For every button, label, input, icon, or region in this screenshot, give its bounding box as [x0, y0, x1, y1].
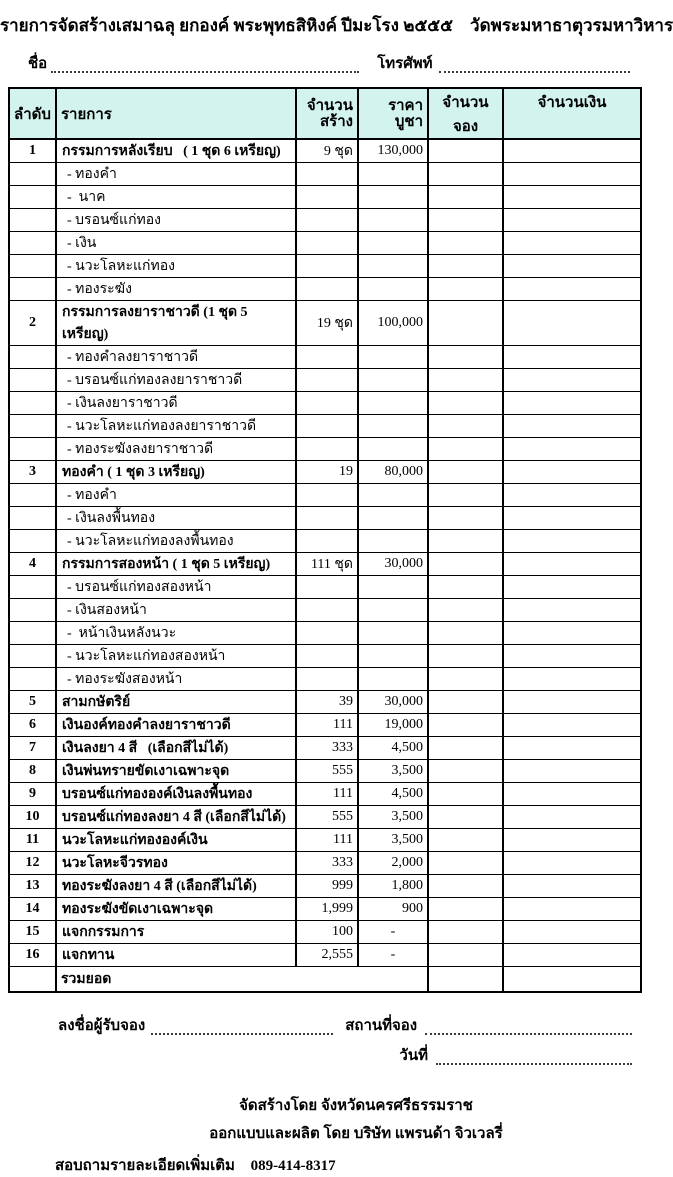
cell-qty [296, 576, 358, 599]
cell-item: นวะโลหะแก่ทององค์เงิน [56, 829, 296, 852]
cell-price: - [358, 944, 428, 967]
cell-amount [503, 668, 641, 691]
cell-total-label: รวมยอด [56, 967, 428, 992]
sub-item-row [9, 278, 641, 301]
cell-price [358, 484, 428, 507]
cell-item: - เงิน [56, 232, 296, 255]
cell-price [358, 255, 428, 278]
cell-qty: 555 [296, 760, 358, 783]
cell-amount [503, 691, 641, 714]
item-row [9, 829, 641, 852]
cell-reserve-qty [428, 209, 503, 232]
header-amount: จำนวนเงิน [503, 88, 641, 139]
item-row [9, 553, 641, 576]
cell-price [358, 599, 428, 622]
item-row [9, 898, 641, 921]
cell-qty [296, 186, 358, 209]
header-qty-line2: สร้าง [320, 113, 353, 130]
cell-price: 4,500 [358, 783, 428, 806]
cell-amount [503, 484, 641, 507]
cell-price [358, 209, 428, 232]
cell-item: - ทองระฆัง [56, 278, 296, 301]
cell-no: 7 [9, 737, 56, 760]
cell-item: - นาค [56, 186, 296, 209]
cell-amount [503, 783, 641, 806]
sub-item-row [9, 599, 641, 622]
cell-amount [503, 760, 641, 783]
cell-amount [503, 875, 641, 898]
cell-amount [503, 301, 641, 346]
cell-item: กรรมการลงยาราชาวดี (1 ชุด 5 เหรียญ) [56, 301, 296, 346]
cell-item: - เงินลงยาราชาวดี [56, 392, 296, 415]
contact-phone: 089-414-8317 [250, 1157, 336, 1174]
cell-price: 900 [358, 898, 428, 921]
cell-qty [296, 622, 358, 645]
cell-item: สามกษัตริย์ [56, 691, 296, 714]
cell-no: 15 [9, 921, 56, 944]
cell-price: 3,500 [358, 806, 428, 829]
cell-reserve-qty [428, 760, 503, 783]
signature-line [58, 1013, 632, 1037]
cell-item: กรรมการสองหน้า ( 1 ชุด 5 เหรียญ) [56, 553, 296, 576]
cell-amount [503, 829, 641, 852]
cell-qty [296, 438, 358, 461]
header-qty-line1: จำนวน [306, 97, 353, 114]
sub-item-row [9, 209, 641, 232]
cell-no [9, 530, 56, 553]
cell-no: 4 [9, 553, 56, 576]
cell-price [358, 278, 428, 301]
cell-reserve-qty [428, 139, 503, 163]
sub-item-row [9, 438, 641, 461]
cell-qty [296, 278, 358, 301]
cell-reserve-qty [428, 163, 503, 186]
cell-reserve-qty [428, 921, 503, 944]
cell-amount [503, 507, 641, 530]
phone-blank-line [439, 61, 630, 73]
cell-item: - นวะโลหะแก่ทอง [56, 255, 296, 278]
cell-reserve-qty [428, 369, 503, 392]
cell-qty: 1,999 [296, 898, 358, 921]
cell-item: แจกกรรมการ [56, 921, 296, 944]
cell-qty: 100 [296, 921, 358, 944]
cell-price: 100,000 [358, 301, 428, 346]
cell-item: - บรอนซ์แก่ทองสองหน้า [56, 576, 296, 599]
cell-reserve-qty [428, 737, 503, 760]
cell-qty [296, 599, 358, 622]
cell-qty: 333 [296, 737, 358, 760]
cell-price: 80,000 [358, 461, 428, 484]
cell-price: 30,000 [358, 553, 428, 576]
cell-no [9, 392, 56, 415]
header-reserve-qty: จำนวนจอง [428, 88, 503, 139]
header-price-line2: บูชา [394, 113, 423, 130]
cell-item: - ทองคำ [56, 484, 296, 507]
cell-price: 30,000 [358, 691, 428, 714]
cell-price: 19,000 [358, 714, 428, 737]
cell-no [9, 209, 56, 232]
cell-reserve-qty [428, 898, 503, 921]
header-price-line1: ราคา [388, 97, 423, 114]
sub-item-row [9, 668, 641, 691]
cell-item: - เงินลงพื้นทอง [56, 507, 296, 530]
cell-qty [296, 507, 358, 530]
cell-amount [503, 186, 641, 209]
cell-reserve-qty [428, 232, 503, 255]
cell-no: 16 [9, 944, 56, 967]
cell-qty: 2,555 [296, 944, 358, 967]
cell-no [9, 576, 56, 599]
cell-no [9, 645, 56, 668]
item-row [9, 737, 641, 760]
cell-qty [296, 415, 358, 438]
header-item: รายการ [56, 88, 296, 139]
cell-no: 11 [9, 829, 56, 852]
cell-reserve-qty [428, 438, 503, 461]
footer [0, 1013, 648, 1177]
cell-amount [503, 392, 641, 415]
cell-item: - นวะโลหะแก่ทองสองหน้า [56, 645, 296, 668]
item-row [9, 760, 641, 783]
cell-no: 1 [9, 139, 56, 163]
cell-price: - [358, 921, 428, 944]
cell-price: 4,500 [358, 737, 428, 760]
sub-item-row [9, 255, 641, 278]
place-blank-line [425, 1023, 632, 1035]
sub-item-row [9, 369, 641, 392]
cell-no [9, 163, 56, 186]
cell-amount [503, 415, 641, 438]
item-row [9, 852, 641, 875]
cell-price: 3,500 [358, 829, 428, 852]
cell-qty [296, 346, 358, 369]
cell-no [9, 346, 56, 369]
cell-no [9, 415, 56, 438]
place-label: สถานที่จอง [345, 1017, 418, 1034]
cell-amount [503, 346, 641, 369]
cell-amount [503, 461, 641, 484]
cell-amount [503, 576, 641, 599]
cell-no [9, 369, 56, 392]
sub-item-row [9, 232, 641, 255]
cell-no: 5 [9, 691, 56, 714]
cell-amount [503, 139, 641, 163]
total-row [9, 967, 641, 992]
cell-qty: 555 [296, 806, 358, 829]
cell-price: 130,000 [358, 139, 428, 163]
contact-label: สอบถามรายละเอียดเพิ่มเติม [55, 1157, 235, 1174]
phone-label: โทรศัพท์ [377, 56, 433, 72]
sub-item-row [9, 484, 641, 507]
cell-reserve-qty [428, 186, 503, 209]
cell-reserve-qty [428, 806, 503, 829]
cell-amount [503, 278, 641, 301]
cell-price [358, 668, 428, 691]
sub-item-row [9, 415, 641, 438]
cell-reserve-qty [428, 691, 503, 714]
cell-amount [503, 737, 641, 760]
cell-no [9, 668, 56, 691]
cell-reserve-qty [428, 415, 503, 438]
cell-qty [296, 392, 358, 415]
cell-qty: 333 [296, 852, 358, 875]
cell-reserve-qty [428, 852, 503, 875]
date-blank-line [436, 1053, 632, 1065]
cell-item: บรอนซ์แก่ทองลงยา 4 สี (เลือกสีไม่ได้) [56, 806, 296, 829]
cell-qty: 111 [296, 714, 358, 737]
cell-qty [296, 232, 358, 255]
cell-qty: 9 ชุด [296, 139, 358, 163]
cell-no: 12 [9, 852, 56, 875]
cell-item: - ทองคำลงยาราชาวดี [56, 346, 296, 369]
cell-reserve-qty [428, 392, 503, 415]
cell-no: 13 [9, 875, 56, 898]
cell-amount [503, 852, 641, 875]
cell-qty [296, 255, 358, 278]
cell-item: - ทองระฆังสองหน้า [56, 668, 296, 691]
cell-reserve-qty [428, 507, 503, 530]
cell-amount [503, 944, 641, 967]
cell-no [9, 967, 56, 992]
order-table-body [9, 139, 641, 992]
cell-reserve-qty [428, 783, 503, 806]
sub-item-row [9, 507, 641, 530]
cell-qty [296, 163, 358, 186]
table-header-row [9, 88, 641, 139]
cell-amount [503, 622, 641, 645]
cell-no [9, 186, 56, 209]
cell-amount [503, 921, 641, 944]
cell-reserve-qty [428, 622, 503, 645]
cell-reserve-qty [428, 668, 503, 691]
cell-reserve-qty [428, 576, 503, 599]
cell-price [358, 415, 428, 438]
sub-item-row [9, 576, 641, 599]
cell-reserve-qty [428, 967, 503, 992]
order-table [8, 87, 642, 993]
cell-price: 3,500 [358, 760, 428, 783]
cell-item: - เงินสองหน้า [56, 599, 296, 622]
cell-qty: 39 [296, 691, 358, 714]
cell-item: ทองคำ ( 1 ชุด 3 เหรียญ) [56, 461, 296, 484]
cell-item: ทองระฆังขัดเงาเฉพาะจุด [56, 898, 296, 921]
cell-item: บรอนซ์แก่ทององค์เงินลงพื้นทอง [56, 783, 296, 806]
date-label: วันที่ [399, 1047, 428, 1064]
item-row [9, 691, 641, 714]
cell-reserve-qty [428, 255, 503, 278]
cell-item: - บรอนซ์แก่ทองลงยาราชาวดี [56, 369, 296, 392]
cell-no: 2 [9, 301, 56, 346]
sub-item-row [9, 346, 641, 369]
sub-item-row [9, 163, 641, 186]
item-row [9, 301, 641, 346]
cell-reserve-qty [428, 944, 503, 967]
cell-no [9, 438, 56, 461]
contact-line [55, 1153, 648, 1177]
cell-no [9, 255, 56, 278]
cell-no [9, 232, 56, 255]
sub-item-row [9, 645, 641, 668]
cell-reserve-qty [428, 484, 503, 507]
cell-amount [503, 553, 641, 576]
cell-price [358, 186, 428, 209]
cell-amount [503, 967, 641, 992]
cell-amount [503, 163, 641, 186]
cell-reserve-qty [428, 829, 503, 852]
cell-price: 2,000 [358, 852, 428, 875]
cell-item: เงินพ่นทรายขัดเงาเฉพาะจุด [56, 760, 296, 783]
cell-qty [296, 668, 358, 691]
cell-no: 6 [9, 714, 56, 737]
cell-amount [503, 530, 641, 553]
sub-item-row [9, 186, 641, 209]
cell-reserve-qty [428, 461, 503, 484]
cell-no [9, 599, 56, 622]
header-qty-built [296, 88, 358, 139]
cell-item: - ทองระฆังลงยาราชาวดี [56, 438, 296, 461]
sign-blank-line [151, 1023, 333, 1035]
cell-amount [503, 255, 641, 278]
cell-item: นวะโลหะจีวรทอง [56, 852, 296, 875]
cell-price [358, 232, 428, 255]
cell-amount [503, 599, 641, 622]
cell-qty [296, 209, 358, 232]
cell-price: 1,800 [358, 875, 428, 898]
cell-reserve-qty [428, 599, 503, 622]
cell-amount [503, 232, 641, 255]
cell-qty: 111 ชุด [296, 553, 358, 576]
cell-price [358, 438, 428, 461]
cell-item: กรรมการหลังเรียบ ( 1 ชุด 6 เหรียญ) [56, 139, 296, 163]
cell-qty [296, 645, 358, 668]
cell-no: 8 [9, 760, 56, 783]
date-line [0, 1043, 632, 1067]
sign-label: ลงชื่อผู้รับจอง [58, 1017, 146, 1034]
cell-qty: 999 [296, 875, 358, 898]
cell-item: เงินลงยา 4 สี (เลือกสีไม่ได้) [56, 737, 296, 760]
cell-item: ทองระฆังลงยา 4 สี (เลือกสีไม่ได้) [56, 875, 296, 898]
cell-no: 14 [9, 898, 56, 921]
item-row [9, 806, 641, 829]
cell-qty: 111 [296, 829, 358, 852]
cell-qty: 19 [296, 461, 358, 484]
cell-amount [503, 645, 641, 668]
cell-qty [296, 484, 358, 507]
page-title: รายการจัดสร้างเสมาฉลุ ยกองค์ พระพุทธสิหิงค์ ปีมะโรง ๒๕๕๕ วัดพระมหาธาตุวรมหาวิหาร [0, 16, 673, 35]
item-row [9, 783, 641, 806]
item-row [9, 944, 641, 967]
cell-price [358, 369, 428, 392]
cell-item: - นวะโลหะแก่ทองลงพื้นทอง [56, 530, 296, 553]
item-row [9, 139, 641, 163]
cell-item: - บรอนซ์แก่ทอง [56, 209, 296, 232]
cell-qty [296, 530, 358, 553]
header-no: ลำดับ [9, 88, 56, 139]
cell-price [358, 530, 428, 553]
cell-item: เงินองค์ทองคำลงยาราชาวดี [56, 714, 296, 737]
name-blank-line [51, 61, 359, 73]
cell-amount [503, 438, 641, 461]
cell-no [9, 278, 56, 301]
cell-item: - ทองคำ [56, 163, 296, 186]
cell-reserve-qty [428, 346, 503, 369]
sub-item-row [9, 622, 641, 645]
design-by-line: ออกแบบและผลิต โดย บริษัท แพรนด้า จิวเวลรี่ [209, 1125, 503, 1142]
cell-price [358, 392, 428, 415]
item-row [9, 875, 641, 898]
cell-qty [296, 369, 358, 392]
cell-amount [503, 806, 641, 829]
cell-price [358, 507, 428, 530]
sub-item-row [9, 392, 641, 415]
document-page [0, 12, 673, 1174]
cell-amount [503, 369, 641, 392]
cell-no [9, 507, 56, 530]
item-row [9, 714, 641, 737]
cell-reserve-qty [428, 875, 503, 898]
cell-item: - หน้าเงินหลังนวะ [56, 622, 296, 645]
cell-no: 3 [9, 461, 56, 484]
cell-qty: 19 ชุด [296, 301, 358, 346]
cell-price [358, 645, 428, 668]
item-row [9, 461, 641, 484]
cell-amount [503, 209, 641, 232]
cell-reserve-qty [428, 714, 503, 737]
header-price [358, 88, 428, 139]
name-phone-line [28, 51, 632, 75]
cell-no [9, 622, 56, 645]
cell-reserve-qty [428, 645, 503, 668]
cell-price [358, 346, 428, 369]
cell-price [358, 163, 428, 186]
cell-no: 10 [9, 806, 56, 829]
cell-item: - นวะโลหะแก่ทองลงยาราชาวดี [56, 415, 296, 438]
cell-reserve-qty [428, 553, 503, 576]
made-by-line: จัดสร้างโดย จังหวัดนครศรีธรรมราช [239, 1097, 473, 1114]
cell-reserve-qty [428, 278, 503, 301]
cell-price [358, 576, 428, 599]
cell-amount [503, 714, 641, 737]
cell-no [9, 484, 56, 507]
cell-reserve-qty [428, 301, 503, 346]
cell-amount [503, 898, 641, 921]
sub-item-row [9, 530, 641, 553]
cell-qty: 111 [296, 783, 358, 806]
cell-price [358, 622, 428, 645]
cell-item: แจกทาน [56, 944, 296, 967]
item-row [9, 921, 641, 944]
cell-reserve-qty [428, 530, 503, 553]
cell-no: 9 [9, 783, 56, 806]
name-label: ชื่อ [28, 56, 48, 72]
